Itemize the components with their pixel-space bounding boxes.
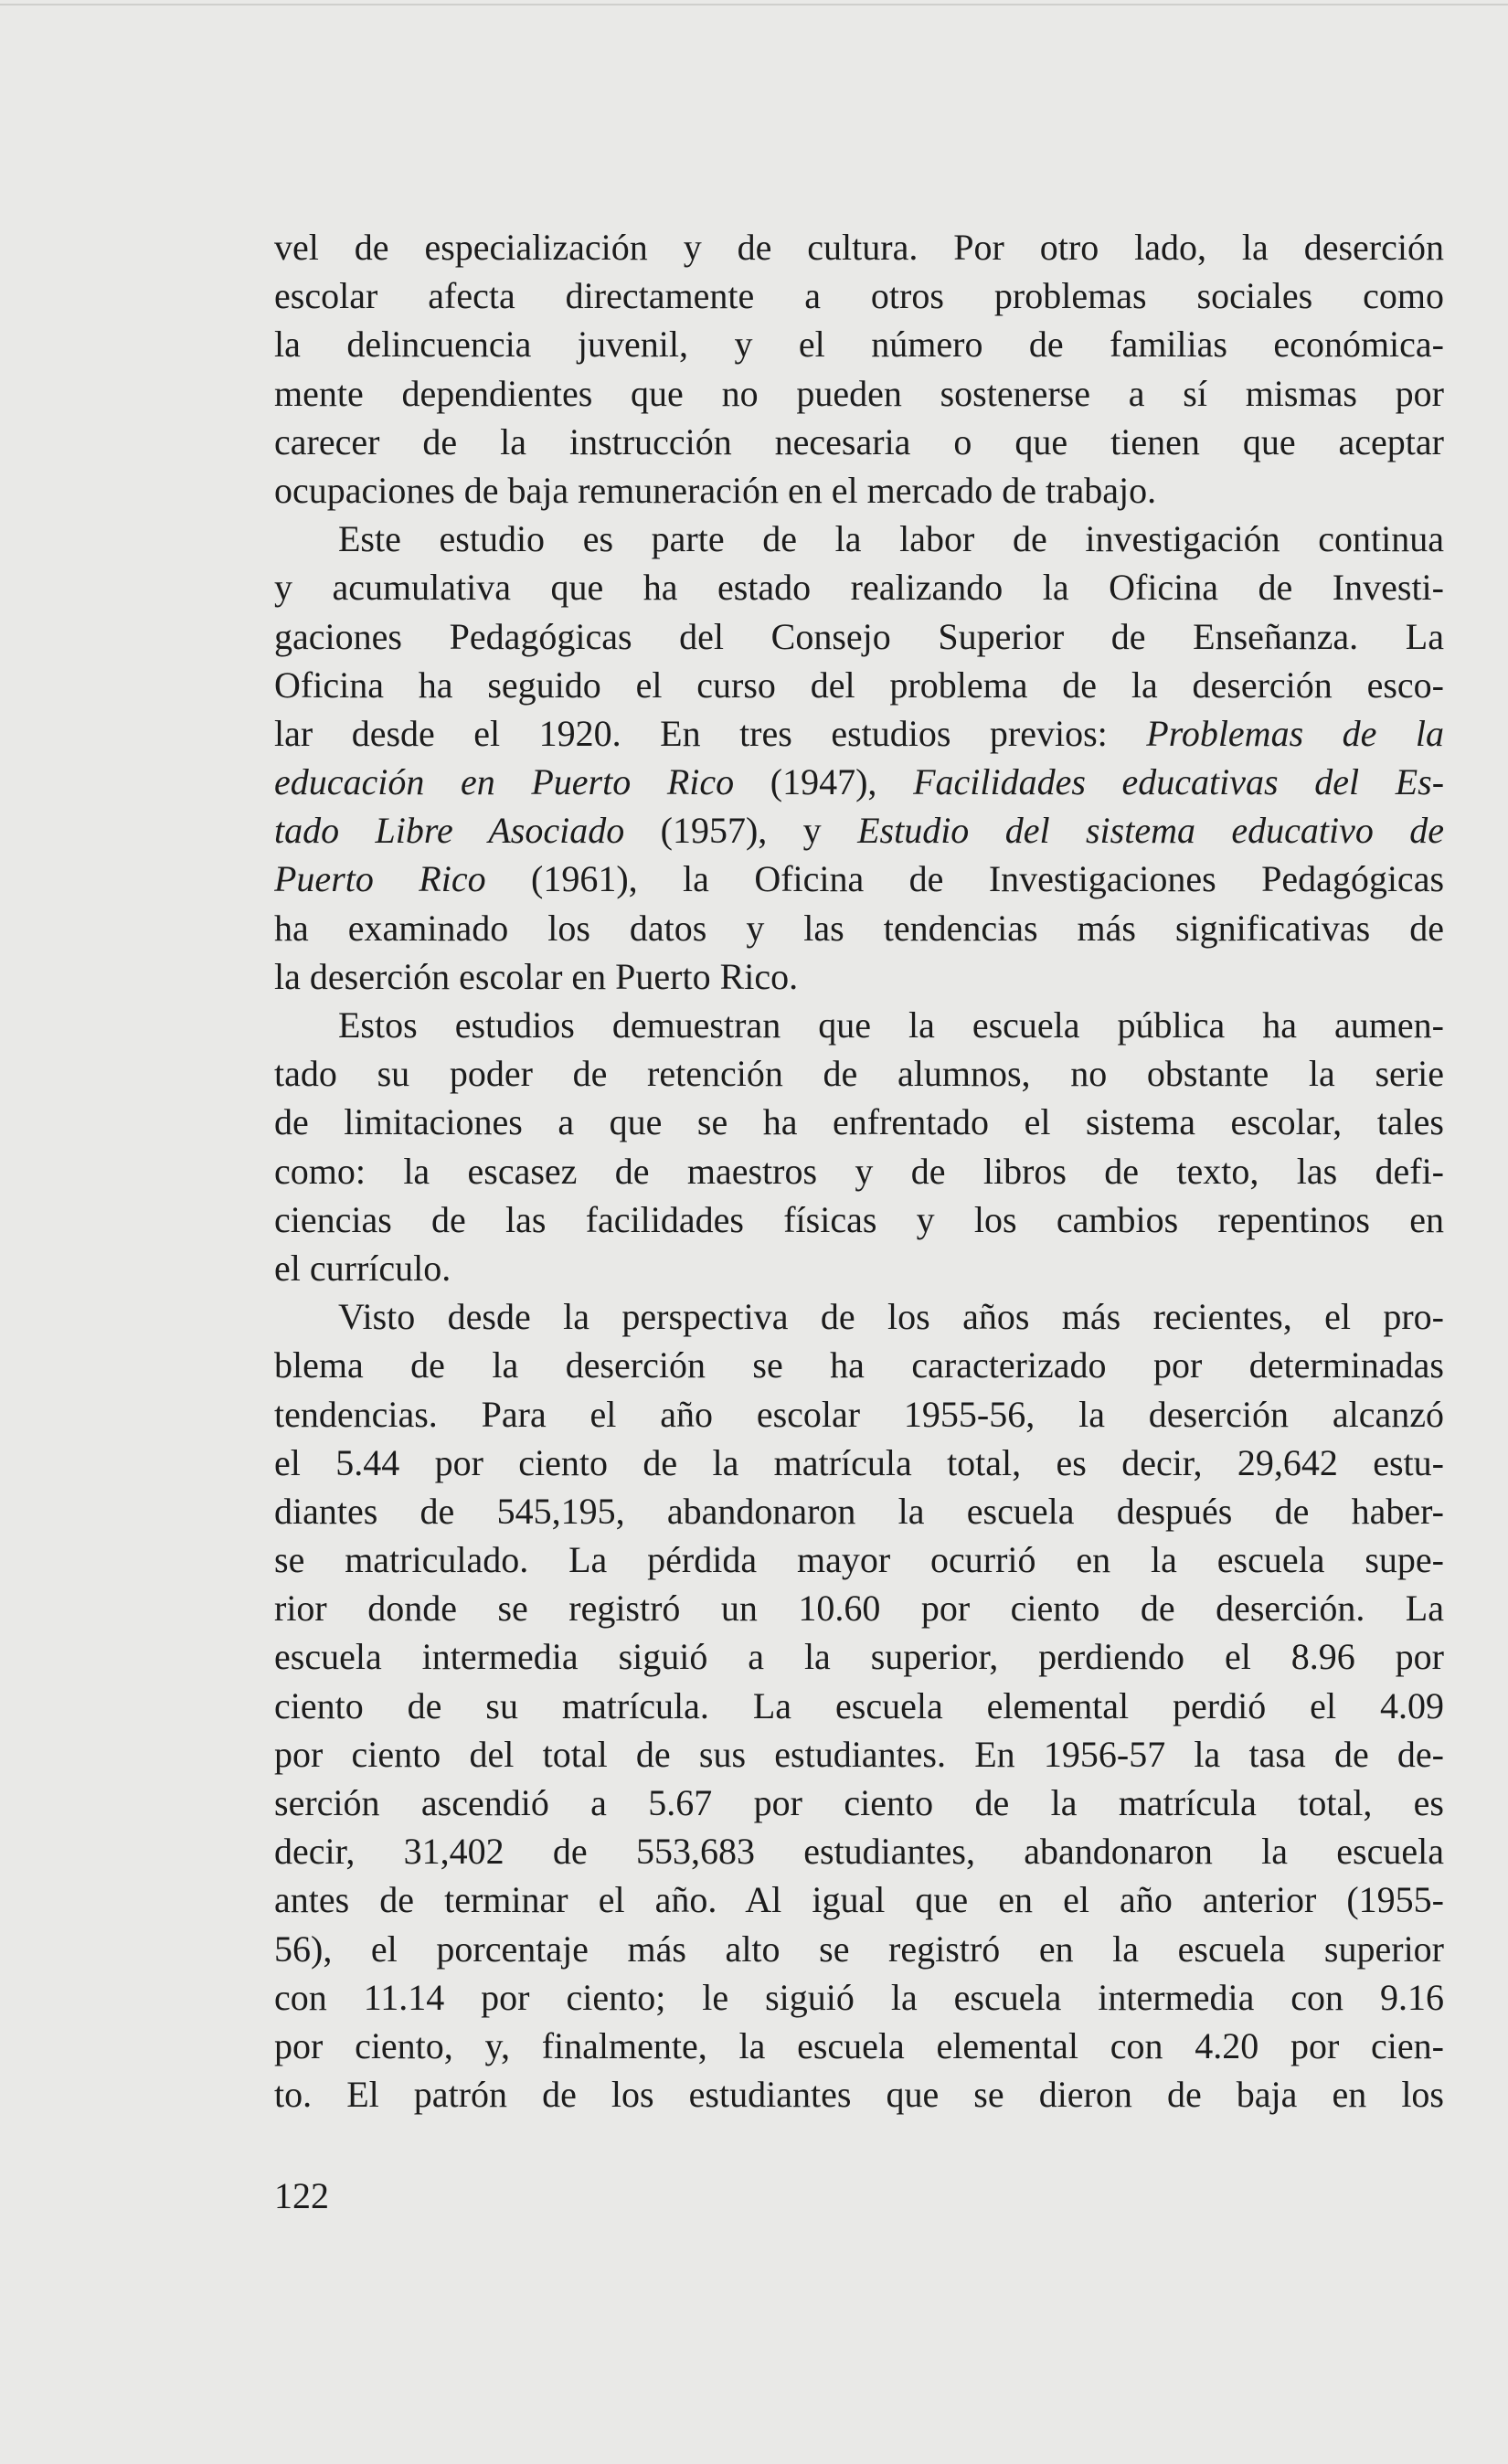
text-segment: decir, 31,402 de 553,683 estudiantes, abandonaron la escuela xyxy=(274,1831,1444,1873)
text-line xyxy=(274,1584,1444,1632)
text-segment: vel de especialización y de cultura. Por otro lado, la deserción xyxy=(274,227,1444,268)
italic-title-text: Problemas de la xyxy=(1146,712,1444,754)
text-segment: Visto desde la perspectiva de los años más recientes, el pro- xyxy=(338,1296,1444,1338)
text-segment: Este estudio es parte de la labor de investigación continua xyxy=(338,518,1444,560)
text-segment: escuela intermedia siguió a la superior, perdiendo el 8.96 por xyxy=(274,1636,1444,1678)
text-line xyxy=(274,1632,1444,1681)
text-line xyxy=(274,1147,1444,1195)
text-segment: por ciento, y, finalmente, la escuela elemental con 4.20 por cien- xyxy=(274,2024,1444,2066)
text-segment: ha examinado los datos y las tendencias más significativas de xyxy=(274,907,1444,949)
text-segment: escolar afecta directamente a otros problemas sociales como xyxy=(274,275,1444,317)
text-line xyxy=(274,1827,1444,1875)
text-segment: ciento de su matrícula. La escuela elemental perdió el 4.09 xyxy=(274,1684,1444,1726)
text-line xyxy=(274,1682,1444,1730)
text-segment: mente dependientes que no pueden sostenerse a sí mismas por xyxy=(274,372,1444,414)
text-segment: tendencias. Para el año escolar 1955-56, la deserción alcanzó xyxy=(274,1393,1444,1435)
text-segment: lar desde el 1920. En tres estudios previos: xyxy=(274,712,1147,754)
italic-title-text: Facilidades educativas del Es- xyxy=(913,761,1444,803)
text-segment: Estos estudios demuestran que la escuela pública ha aumen- xyxy=(338,1004,1444,1046)
text-segment: por ciento del total de sus estudiantes. En 1956-57 la tasa de de- xyxy=(274,1733,1444,1775)
text-segment: serción ascendió a 5.67 por ciento de la matrícula total, es xyxy=(274,1782,1444,1823)
text-segment: antes de terminar el año. Al igual que en el año anterior (1955- xyxy=(274,1879,1444,1921)
text-segment: rior donde se registró un 10.60 por ciento de deserción. La xyxy=(274,1588,1444,1630)
italic-title-text: tado Libre Asociado xyxy=(274,810,625,852)
text-line xyxy=(274,563,1444,611)
text-segment: diantes de 545,195, abandonaron la escuela después de haber- xyxy=(274,1490,1444,1532)
text-line xyxy=(274,1875,1444,1924)
text-segment: blema de la deserción se ha caracterizado por determinadas xyxy=(274,1344,1444,1386)
text-line xyxy=(274,1730,1444,1779)
text-segment: to. El patrón de los estudiantes que se dieron de baja en los xyxy=(274,2074,1444,2116)
text-segment: y acumulativa que ha estado realizando la Oficina de Investi- xyxy=(274,567,1444,609)
text-segment: (1957), y xyxy=(624,810,858,852)
text-line xyxy=(274,1341,1444,1389)
text-line xyxy=(274,806,1444,855)
text-segment: como: la escasez de maestros y de libros de texto, las defi- xyxy=(274,1150,1444,1192)
text-line xyxy=(274,466,1444,515)
italic-title-text: Estudio del sistema educativo de xyxy=(857,810,1444,852)
text-line xyxy=(274,418,1444,466)
text-line xyxy=(274,612,1444,661)
text-line xyxy=(274,1925,1444,1973)
text-segment: tado su poder de retención de alumnos, no obstante la serie xyxy=(274,1053,1444,1095)
text-line xyxy=(274,1195,1444,1244)
text-line xyxy=(274,271,1444,320)
text-segment: el currículo. xyxy=(274,1247,451,1289)
text-line xyxy=(274,855,1444,903)
text-line xyxy=(274,1001,1444,1049)
text-line xyxy=(274,758,1444,806)
text-line xyxy=(274,1439,1444,1487)
top-edge-rule xyxy=(0,4,1508,5)
text-segment: carecer de la instrucción necesaria o que tienen que aceptar xyxy=(274,420,1444,462)
text-line xyxy=(274,1487,1444,1535)
text-segment: gaciones Pedagógicas del Consejo Superior de Enseñanza. La xyxy=(274,615,1444,657)
text-segment: Oficina ha seguido el curso del problema de la deserción esco- xyxy=(274,664,1444,706)
text-line xyxy=(274,1049,1444,1098)
text-line xyxy=(274,1779,1444,1827)
text-line xyxy=(274,1292,1444,1341)
text-line xyxy=(274,223,1444,271)
text-line xyxy=(274,1973,1444,2022)
text-segment: ciencias de las facilidades físicas y los cambios repentinos en xyxy=(274,1198,1444,1240)
text-segment: (1947), xyxy=(734,761,914,803)
text-line xyxy=(274,1390,1444,1439)
text-line xyxy=(274,1098,1444,1146)
page-number: 122 xyxy=(274,2175,329,2216)
text-segment: con 11.14 por ciento; le siguió la escuela intermedia con 9.16 xyxy=(274,1976,1444,2018)
text-line xyxy=(274,2070,1444,2119)
text-line xyxy=(274,952,1444,1001)
text-line xyxy=(274,369,1444,418)
body-text xyxy=(274,223,1444,2119)
text-line xyxy=(274,661,1444,709)
text-line xyxy=(274,1244,1444,1292)
text-line xyxy=(274,320,1444,368)
text-line xyxy=(274,904,1444,952)
text-segment: el 5.44 por ciento de la matrícula total, es decir, 29,642 estu- xyxy=(274,1441,1444,1483)
text-line xyxy=(274,515,1444,563)
text-line xyxy=(274,709,1444,758)
text-segment: 56), el porcentaje más alto se registró en la escuela superior xyxy=(274,1928,1444,1970)
text-line xyxy=(274,1535,1444,1584)
text-segment: la deserción escolar en Puerto Rico. xyxy=(274,955,799,997)
text-line xyxy=(274,2022,1444,2070)
italic-title-text: Puerto Rico xyxy=(274,858,486,900)
text-segment: la delincuencia juvenil, y el número de familias económica- xyxy=(274,324,1444,366)
text-segment: se matriculado. La pérdida mayor ocurrió en la escuela supe- xyxy=(274,1539,1444,1581)
italic-title-text: educación en Puerto Rico xyxy=(274,761,735,803)
text-segment: (1961), la Oficina de Investigaciones Pedagógicas xyxy=(485,858,1444,900)
text-segment: ocupaciones de baja remuneración en el mercado de trabajo. xyxy=(274,469,1157,511)
text-segment: de limitaciones a que se ha enfrentado el sistema escolar, tales xyxy=(274,1101,1444,1143)
